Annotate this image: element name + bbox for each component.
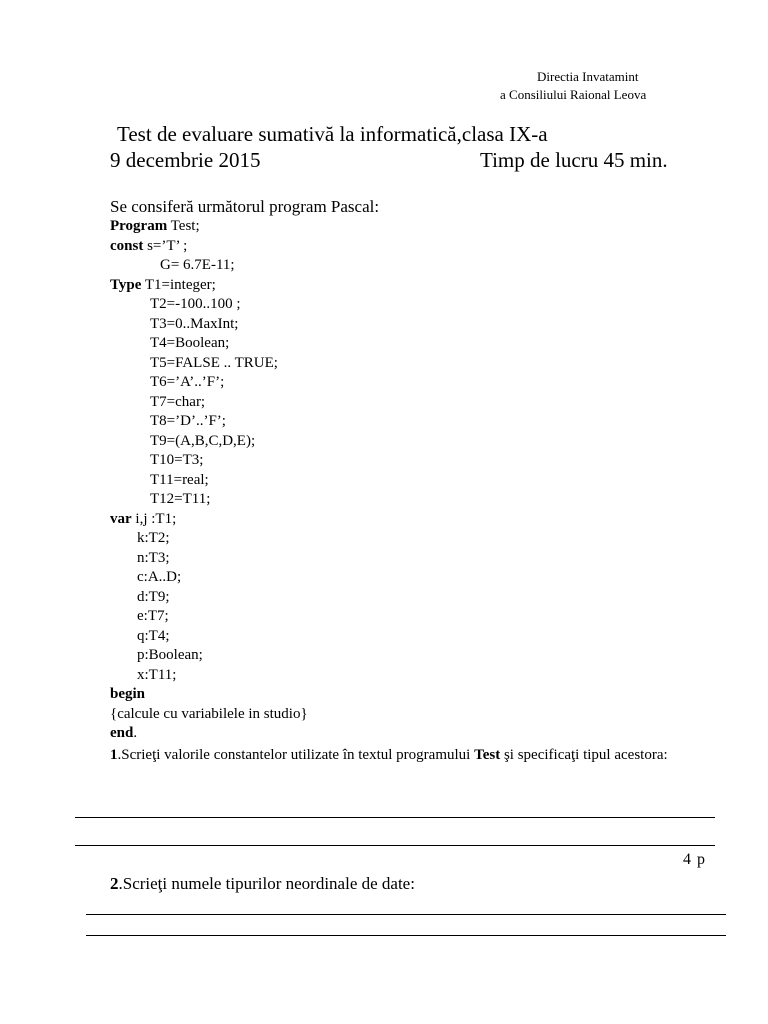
code-line-const-g: [110, 256, 308, 276]
keyword-var: var: [110, 510, 132, 527]
type-line: T3=0..MaxInt;: [150, 315, 239, 332]
type-line: T8=’D’..’F’;: [150, 413, 226, 429]
code-comment: {calcule cu variabilele in studio}: [110, 705, 308, 722]
var-ij: i,j :T1;: [131, 510, 177, 527]
test-date: 9 decembrie 2015: [110, 148, 261, 172]
question-2-text: .Scrieţi numele tipurilor neordinale de date:: [118, 874, 415, 893]
var-line: c:A..D;: [137, 569, 182, 585]
var-line: n:T3;: [137, 549, 170, 566]
keyword-begin: begin: [110, 686, 146, 702]
keyword-end: end: [110, 725, 134, 741]
pascal-program: [110, 217, 308, 744]
program-name: Test;: [167, 218, 200, 234]
const-s: s=’T’ ;: [143, 237, 188, 254]
code-line-const: [110, 237, 308, 257]
header-line-1: Directia Invatamint: [537, 69, 639, 84]
question-1-text-b: şi specificaţi tipul acestora:: [500, 747, 668, 763]
code-line-begin: [110, 685, 308, 705]
time-limit: Timp de lucru 45 min.: [480, 148, 668, 172]
code-line-type: [110, 276, 308, 296]
code-line-end: [110, 724, 308, 744]
type-line: T2=-100..100 ;: [150, 296, 241, 312]
code-line-var: [110, 510, 308, 530]
question-1-program-name: Test: [474, 747, 501, 763]
code-line-program: [110, 217, 308, 237]
type-line: T6=’A’..’F’;: [150, 374, 225, 390]
var-line: p:Boolean;: [137, 647, 203, 663]
var-line: x:T11;: [137, 666, 177, 683]
test-title: Test de evaluare sumativă la informatică,clasa IX-a: [117, 122, 548, 146]
keyword-const: const: [110, 237, 144, 254]
end-period: .: [133, 725, 138, 741]
var-line: q:T4;: [137, 627, 170, 644]
question-1-points: 4 p: [683, 851, 706, 868]
var-line: k:T2;: [137, 530, 170, 546]
answer-line-1: [75, 817, 715, 818]
answer-line-3: [86, 914, 726, 915]
type-line: T9=(A,B,C,D,E);: [150, 432, 256, 449]
var-line: e:T7;: [137, 608, 169, 624]
type-line: T12=T11;: [150, 491, 211, 507]
program-intro: Se consiferă următorul program Pascal:: [110, 197, 380, 216]
type-line: T7=char;: [150, 393, 206, 410]
keyword-type: Type: [110, 276, 142, 293]
question-2: [110, 873, 415, 895]
header-line-2: a Consiliului Raional Leova: [500, 87, 647, 102]
answer-line-2: [75, 845, 715, 846]
question-1-number: 1: [110, 747, 118, 763]
question-2-number: 2: [110, 874, 119, 893]
type-line: T5=FALSE .. TRUE;: [150, 354, 278, 371]
var-line: d:T9;: [137, 588, 170, 605]
keyword-program: Program: [110, 218, 168, 234]
question-1-text-a: .Scrieţi valorile constantelor utilizate în textul programului: [117, 747, 475, 763]
type-line: T4=Boolean;: [150, 335, 230, 351]
type-line: T11=real;: [150, 471, 209, 488]
answer-line-4: [86, 935, 726, 936]
type-t1: T1=integer;: [141, 276, 216, 293]
const-g: G= 6.7E-11;: [160, 257, 235, 273]
question-1: [110, 746, 720, 765]
type-line: T10=T3;: [150, 452, 204, 468]
